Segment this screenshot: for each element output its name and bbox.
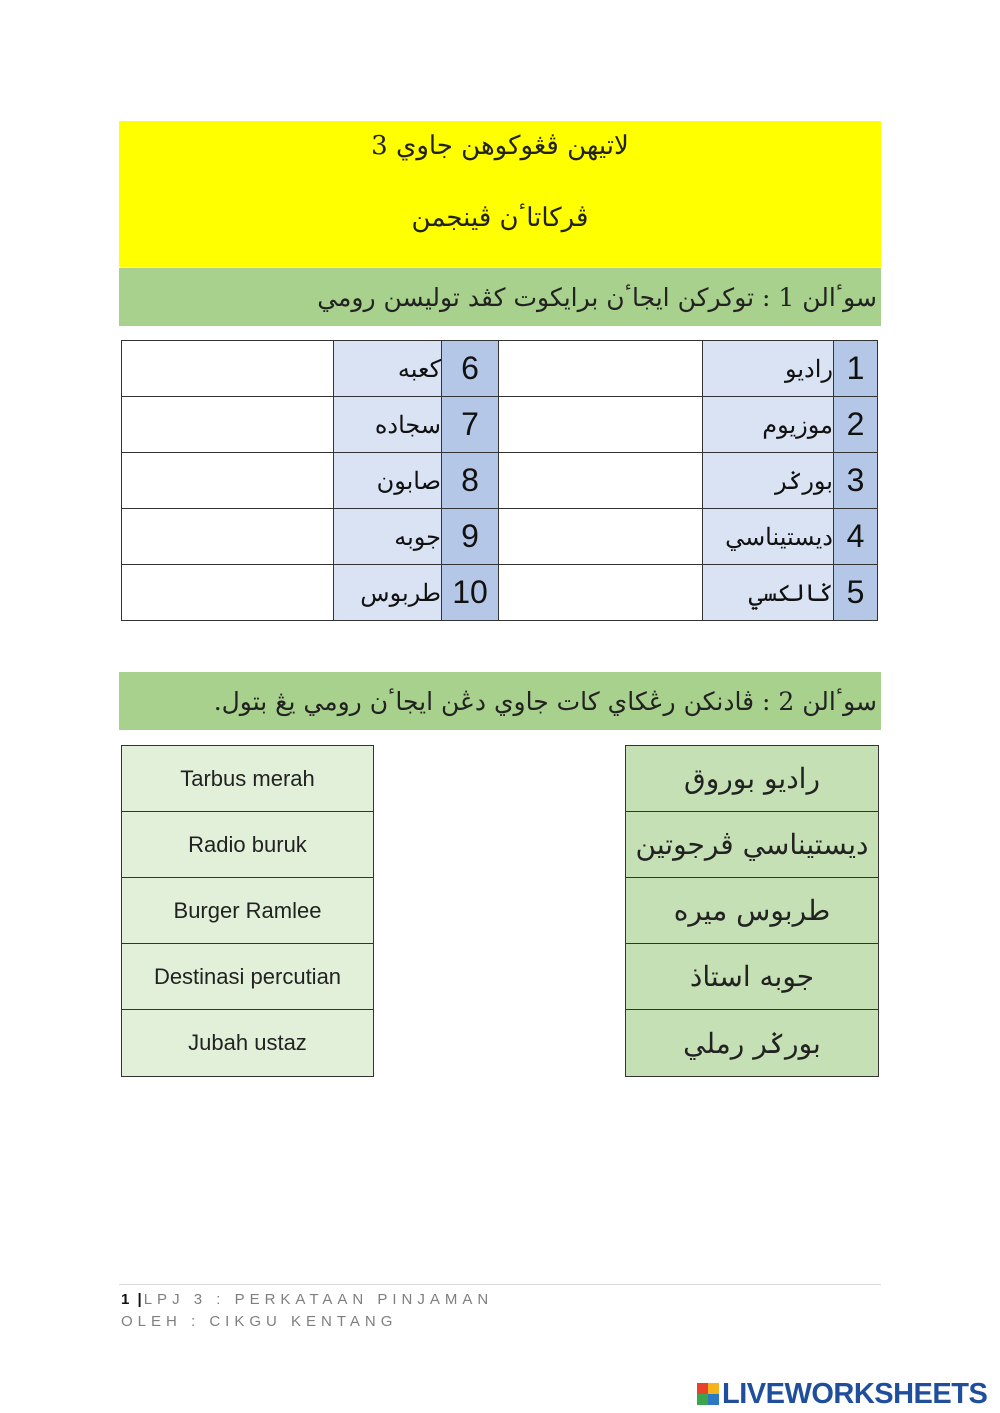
table-row [122,565,878,621]
rumi-option[interactable]: Radio buruk [122,812,373,878]
rumi-options-box [121,745,374,1077]
question-2-label: سوٴالن 2 : ڤادنكن رڠكاي كات جاوي دڠن ايجاٴن رومي يڠ بتول. [119,672,881,730]
jawi-word: صابون [334,453,442,509]
jawi-option[interactable]: ديستيناسي ڤرجوتين [626,812,878,878]
footer-author: OLEH : CIKGU KENTANG [121,1313,398,1330]
item-number: 4 [834,509,878,565]
jawi-word: ݢالكسي [703,565,834,621]
jawi-option[interactable]: راديو بوروق [626,746,878,812]
footer-divider [119,1284,881,1285]
item-number: 6 [442,341,499,397]
answer-input-2[interactable] [499,397,703,453]
jawi-options-box [625,745,879,1077]
rumi-option[interactable]: Burger Ramlee [122,878,373,944]
item-number: 10 [442,565,499,621]
worksheet-title: لاتيهن ڤڠوكوهن جاوي 3 [371,131,629,161]
answer-input-4[interactable] [499,509,703,565]
logo-square [697,1383,708,1394]
logo-square [708,1394,719,1405]
jawi-word: بورݢر [703,453,834,509]
rumi-option[interactable]: Jubah ustaz [122,1010,373,1076]
page-footer [121,1289,493,1333]
page-number: 1 | [121,1291,144,1308]
worksheet-header [119,121,881,267]
item-number: 7 [442,397,499,453]
jawi-word: ديستيناسي [703,509,834,565]
table-row [122,341,878,397]
rumi-option[interactable]: Tarbus merah [122,746,373,812]
jawi-word: طربوس [334,565,442,621]
logo-text: LIVEWORKSHEETS [722,1377,988,1410]
footer-title: LPJ 3 : PERKATAAN PINJAMAN [143,1291,494,1308]
answer-input-7[interactable] [122,397,334,453]
answer-input-5[interactable] [499,565,703,621]
table-row [122,397,878,453]
liveworksheets-logo[interactable] [697,1378,987,1410]
question-1-label: سوٴالن 1 : توكركن ايجاٴن برايكوت كڤد توليسن رومي [119,268,881,326]
liveworksheets-logo-icon [697,1383,719,1405]
jawi-word: سجاده [334,397,442,453]
table-row [122,509,878,565]
item-number: 8 [442,453,499,509]
rumi-option[interactable]: Destinasi percutian [122,944,373,1010]
jawi-word: راديو [703,341,834,397]
jawi-option[interactable]: بورݢر رملي [626,1010,878,1076]
answer-input-3[interactable] [499,453,703,509]
answer-input-10[interactable] [122,565,334,621]
jawi-option[interactable]: طربوس ميره [626,878,878,944]
item-number: 5 [834,565,878,621]
answer-input-1[interactable] [499,341,703,397]
jawi-word: كعبه [334,341,442,397]
jawi-option[interactable]: جوبه استاذ [626,944,878,1010]
item-number: 1 [834,341,878,397]
item-number: 3 [834,453,878,509]
worksheet-subtitle: ڤركاتاٴن ڤينجمن [411,203,589,233]
logo-square [697,1394,708,1405]
jawi-word: جوبه [334,509,442,565]
answer-input-9[interactable] [122,509,334,565]
answer-input-6[interactable] [122,341,334,397]
question-1-table [121,340,878,621]
item-number: 9 [442,509,499,565]
logo-square [708,1383,719,1394]
item-number: 2 [834,397,878,453]
answer-input-8[interactable] [122,453,334,509]
table-row [122,453,878,509]
jawi-word: موزيوم [703,397,834,453]
